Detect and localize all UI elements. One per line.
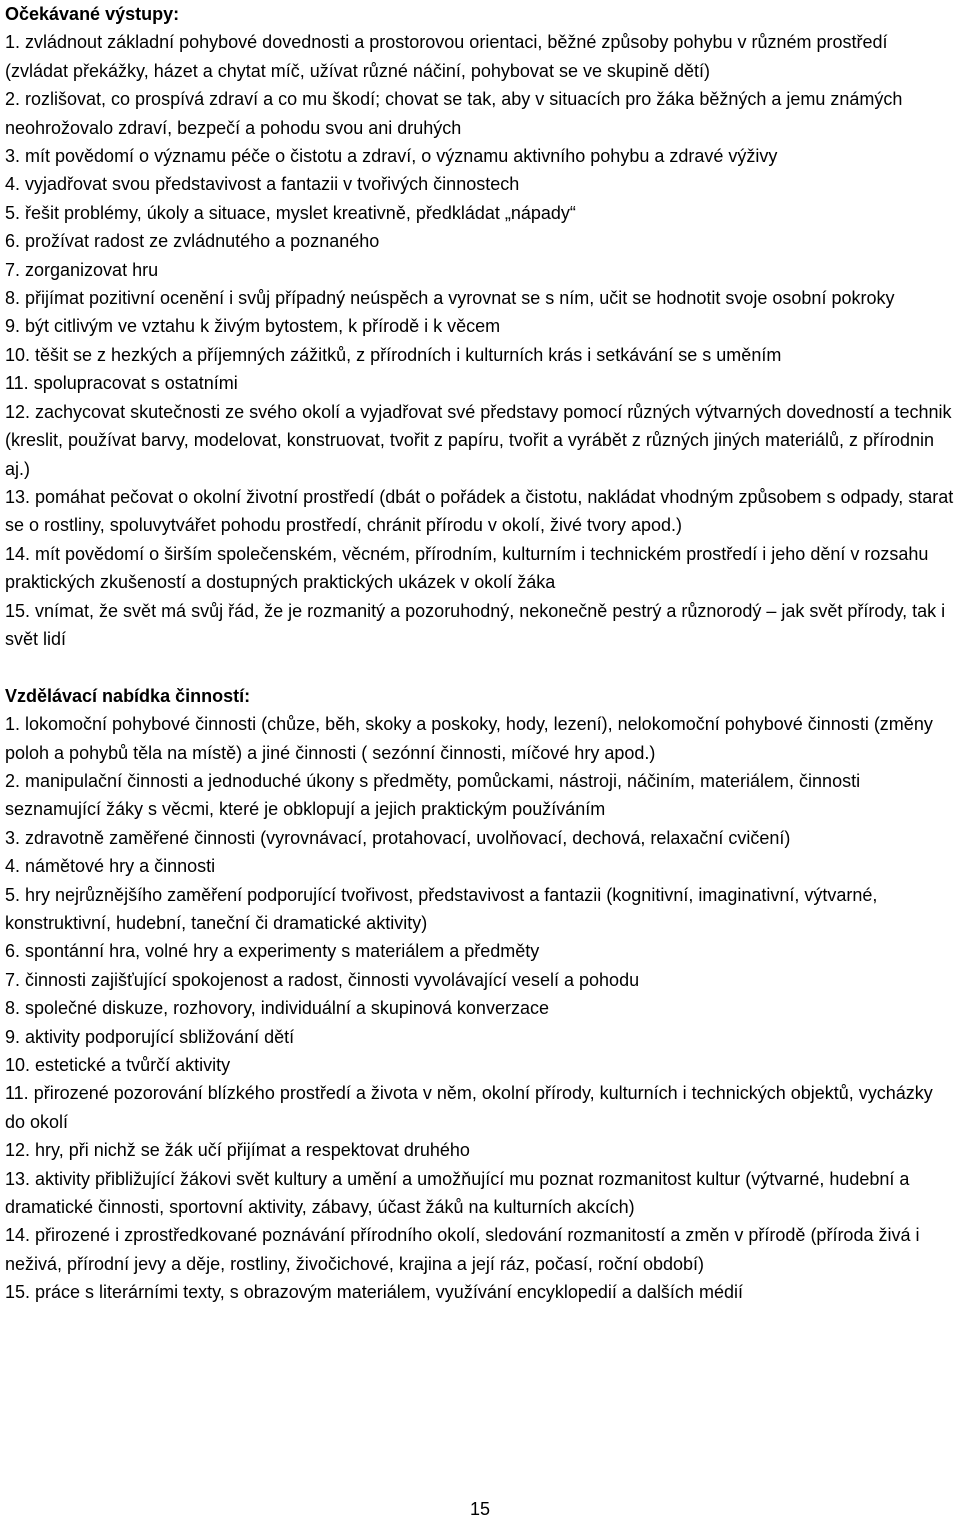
- outcome-item: 13. pomáhat pečovat o okolní životní prostředí (dbát o pořádek a čistotu, nakládat vhodným způsobem s odpady, starat se o rostliny, spoluvytvářet pohodu prostředí, chránit přírodu v okolí, živé tvory apod.): [5, 486, 954, 536]
- activity-item: 10. estetické a tvůrčí aktivity: [5, 1055, 231, 1076]
- outcome-item: 10. těšit se z hezkých a příjemných zážitků, z přírodních i kulturních krás i setkávání se s uměním: [5, 344, 782, 365]
- activity-item: 7. činnosti zajišťující spokojenost a radost, činnosti vyvolávající veselí a pohodu: [5, 969, 640, 990]
- activity-item: 14. přirozené i zprostředkované poznávání přírodního okolí, sledování rozmanitostí a změn v přírodě (příroda živá i neživá, přírodní jevy a děje, rostliny, živočichové, krajina a její ráz, počasí, roční období): [5, 1225, 920, 1274]
- activity-item: 15. práce s literárními texty, s obrazovým materiálem, využívání encyklopedií a dalších médií: [5, 1282, 743, 1303]
- outcome-item: 2. rozlišovat, co prospívá zdraví a co mu škodí; chovat se tak, aby v situacích pro žáka běžných a jemu známých neohrožovalo zdraví, bezpečí a pohodu svou ani druhých: [5, 89, 903, 138]
- activity-item: 12. hry, při nichž se žák učí přijímat a respektovat druhého: [5, 1140, 470, 1161]
- activity-item: 8. společné diskuze, rozhovory, individuální a skupinová konverzace: [5, 998, 549, 1019]
- outcome-item: 4. vyjadřovat svou představivost a fantazii v tvořivých činnostech: [5, 174, 520, 195]
- outcome-item: 9. být citlivým ve vztahu k živým bytostem, k přírodě i k věcem: [5, 316, 501, 337]
- outcome-item: 12. zachycovat skutečnosti ze svého okolí a vyjadřovat své představy pomocí různých výtvarných dovedností a technik (kreslit, používat barvy, modelovat, konstruovat, tvořit z papíru, tvořit a vyrábět z různých jiných materiálů, z přírodnin aj.): [5, 401, 952, 479]
- outcome-item: 14. mít povědomí o širším společenském, věcném, přírodním, kulturním i technickém prostředí i jeho dění v rozsahu praktických zkušeností a dostupných praktických ukázek v okolí žáka: [5, 543, 929, 593]
- activities-section: [5, 682, 955, 1307]
- activity-item: 2. manipulační činnosti a jednoduché úkony s předměty, pomůckami, nástroji, náčiním, materiálem, činnosti seznamující žáky s věcmi, které je obklopují a jejich praktickým používáním: [5, 770, 861, 820]
- outcome-item: 11. spolupracovat s ostatními: [5, 373, 238, 394]
- activity-item: 5. hry nejrůznějšího zaměření podporující tvořivost, představivost a fantazii (kognitivní, imaginativní, výtvarné, konstruktivní, hudební, taneční či dramatické aktivity): [5, 884, 878, 933]
- outcome-item: 8. přijímat pozitivní ocenění i svůj případný neúspěch a vyrovnat se s ním, učit se hodnotit svoje osobní pokroky: [5, 288, 895, 309]
- page-number: 15: [469, 1499, 491, 1519]
- outcome-item: 3. mít povědomí o významu péče o čistotu a zdraví, o významu aktivního pohybu a zdravé výživy: [5, 146, 778, 167]
- section-heading: Očekávané výstupy:: [5, 4, 180, 24]
- outcome-item: 1. zvládnout základní pohybové dovednosti a prostorovou orientaci, běžné způsoby pohybu v různém prostředí (zvládat překážky, házet a chytat míč, užívat různé náčiní, pohybovat se ve skupině dětí): [5, 32, 888, 81]
- activity-item: 4. námětové hry a činnosti: [5, 856, 216, 877]
- outcomes-list: [5, 28, 955, 653]
- activity-item: 3. zdravotně zaměřené činnosti (vyrovnávací, protahovací, uvolňovací, dechová, relaxační cvičení): [5, 827, 791, 848]
- activity-item: 13. aktivity přibližující žákovi svět kultury a umění a umožňující mu poznat rozmanitost kultur (výtvarné, hudební a dramatické činnosti, sportovní aktivity, zábavy, účast žáků na kulturních akcích): [5, 1168, 910, 1218]
- outcome-item: 6. prožívat radost ze zvládnutého a poznaného: [5, 231, 380, 252]
- outcome-item: 7. zorganizovat hru: [5, 259, 159, 280]
- document-page: [5, 0, 955, 1307]
- activity-item: 9. aktivity podporující sbližování dětí: [5, 1026, 295, 1047]
- section-gap: [5, 653, 955, 681]
- section-heading: Vzdělávací nabídka činností:: [5, 685, 251, 706]
- activity-item: 11. přirozené pozorování blízkého prostředí a života v něm, okolní přírody, kulturních i technických objektů, vycházky do okolí: [5, 1083, 933, 1132]
- outcome-item: 15. vnímat, že svět má svůj řád, že je rozmanitý a pozoruhodný, nekonečně pestrý a různorodý – jak svět přírody, tak i svět lidí: [5, 600, 946, 649]
- expected-outcomes-section: [5, 0, 955, 653]
- activities-list: [5, 710, 955, 1307]
- outcome-item: 5. řešit problémy, úkoly a situace, myslet kreativně, předkládat „nápady“: [5, 202, 576, 223]
- activity-item: 1. lokomoční pohybové činnosti (chůze, běh, skoky a poskoky, hody, lezení), nelokomoční pohybové činnosti (změny poloh a pohybů těla na místě) a jiné činnosti ( sezónní činnosti, míčové hry apod.): [5, 714, 933, 763]
- activity-item: 6. spontánní hra, volné hry a experimenty s materiálem a předměty: [5, 941, 540, 962]
